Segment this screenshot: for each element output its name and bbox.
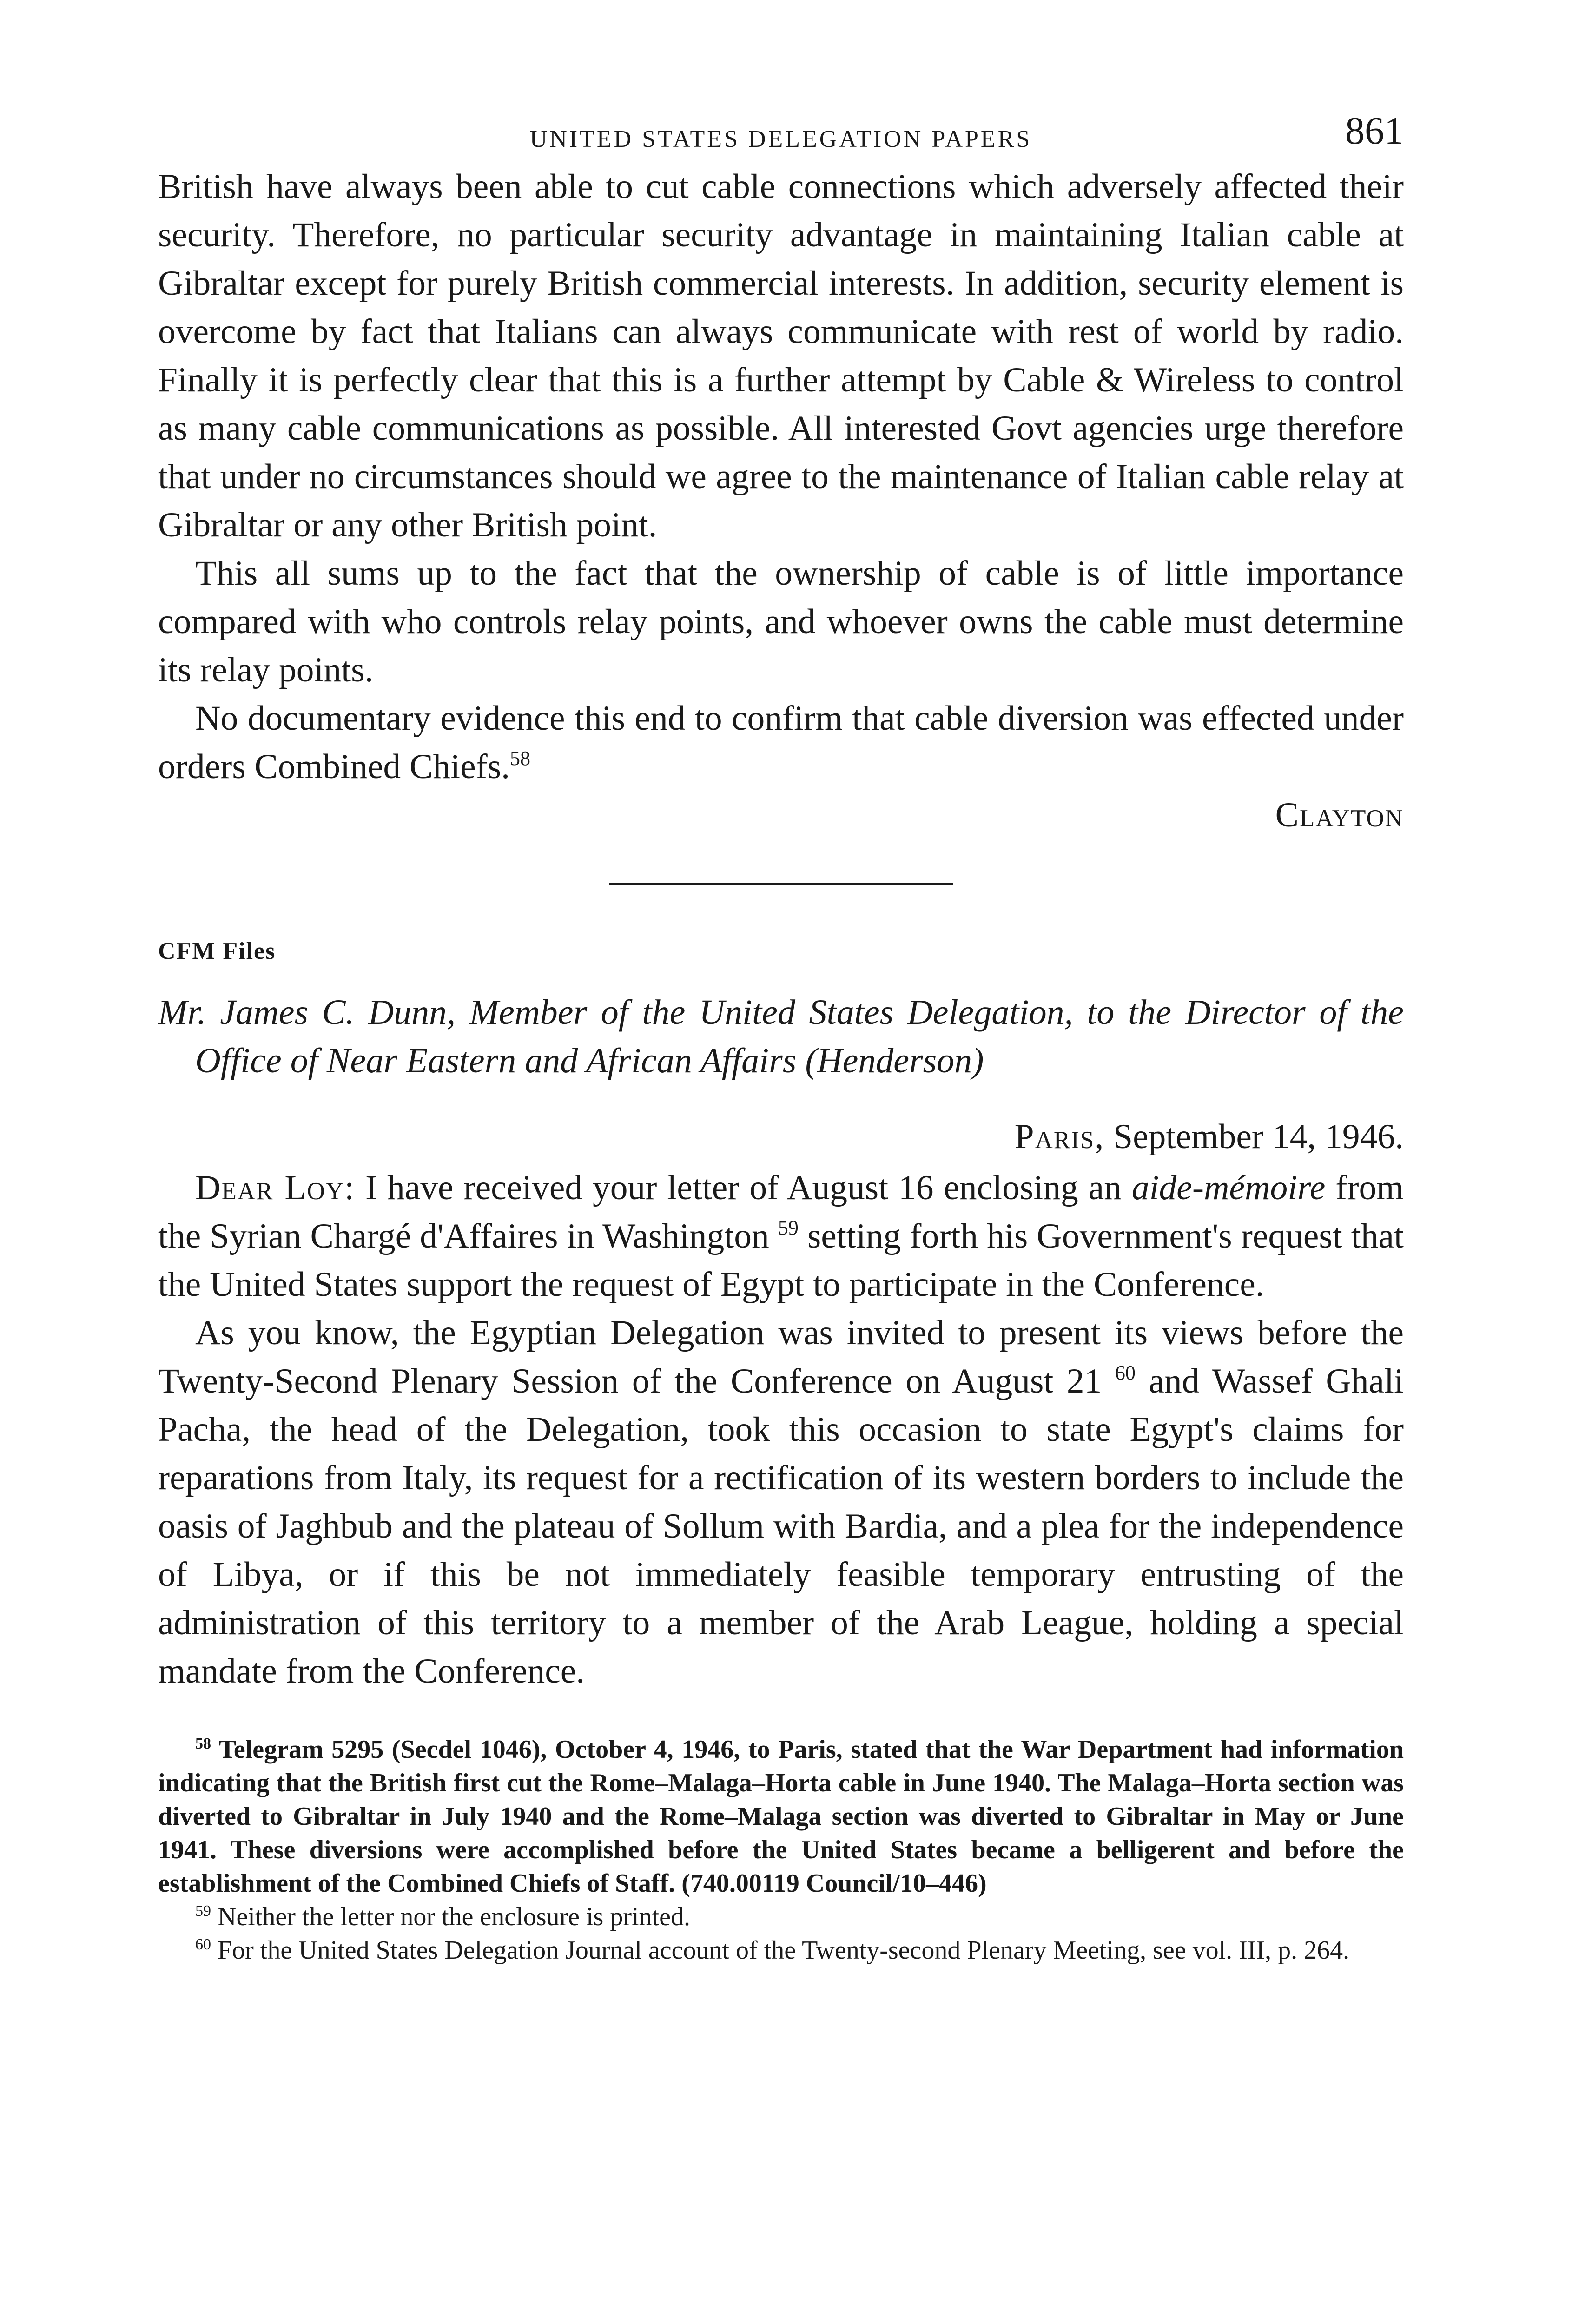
footnote-reference-60: 60 [1115,1361,1136,1384]
telegram-paragraph-text: No documentary evidence this end to confirm that cable diversion was effected under orders Combined Chiefs. [158,699,1404,786]
letter-text: I have received your letter of August 16 enclosing an [365,1169,1122,1207]
letter-paragraph [158,1309,1404,1696]
footnotes [158,1733,1404,1967]
footnote [158,1733,1404,1900]
footnote-number: 60 [195,1936,211,1953]
footnote-number: 58 [195,1735,211,1752]
salutation: Dear Loy: [195,1169,356,1207]
page-number: 861 [1345,109,1404,152]
footnote-text: For the United States Delegation Journal account of the Twenty-second Plenary Meeting, see vol. III, p. 264. [218,1936,1350,1965]
letter-paragraph [158,1164,1404,1309]
document-page [158,109,1404,1967]
footnote-text: Telegram 5295 (Secdel 1046), October 4, 1946, to Paris, stated that the War Department had information indicating that the British first cut the Rome–Malaga–Horta cable in June 1940. The Malaga–Horta section was diverted to Gibraltar in July 1940 and the Rome–Malaga section was diverted to Gibraltar in May or June 1941. These diversions were accomplished before the United States became a belligerent and before the establishment of the Combined Chiefs of Staff. (740.00119 Council/10–446) [158,1735,1404,1898]
footnote [158,1900,1404,1934]
signature: Clayton [1275,796,1404,834]
letter-text: and Wassef Ghali Pacha, the head of the Delegation, took this occasion to state Egypt's claims for reparations from Italy, its request for a rectification of its western borders to include the oasis of Jaghbub and the plateau of Sollum with Bardia, and a plea for the independence of Libya, or if this be not immediately feasible temporary entrusting of the administration of this territory to a member of the Arab League, holding a special mandate from the Conference. [158,1362,1404,1690]
footnote-number: 59 [195,1902,211,1920]
letter-text: setting forth his Government's request that the United States support the request of Egypt to participate in the Conference. [158,1217,1404,1304]
footnote-text: Neither the letter nor the enclosure is printed. [218,1902,690,1931]
file-tag: CFM Files [158,938,276,964]
dateline-city: Paris, [1014,1117,1105,1156]
letter-italic-term: aide-mémoire [1131,1169,1326,1207]
running-title: UNITED STATES DELEGATION PAPERS [529,126,1032,152]
footnote-reference-59: 59 [778,1216,799,1239]
letter-text: As you know, the Egyptian Delegation was invited to present its views before the Twenty-Second Plenary Session of the Conference on August 21 [158,1314,1404,1400]
running-header [158,109,1404,163]
telegram-paragraph [158,694,1404,791]
footnote-reference-58: 58 [510,747,530,770]
dateline-date: September 14, 1946. [1113,1117,1404,1156]
letter-text: from the Syrian Chargé d'Affaires in Washington [158,1169,1404,1255]
document-heading: Mr. James C. Dunn, Member of the United States Delegation, to the Director of the Office of Near Eastern and African Affairs (Henderson) [158,993,1404,1080]
section-divider [609,883,953,885]
dateline [158,1113,1404,1161]
footnote [158,1934,1404,1967]
telegram-paragraph: This all sums up to the fact that the ownership of cable is of little importance compared with who controls relay points, and whoever owns the cable must determine its relay points. [158,554,1404,689]
telegram-paragraph: British have always been able to cut cable connections which adversely affected their security. Therefore, no particular security advantage in maintaining Italian cable at Gibraltar except for purely British commercial interests. In addition, security element is overcome by fact that Italians can always communicate with rest of world by radio. Finally it is perfectly clear that this is a further attempt by Cable & Wireless to control as many cable communications as possible. All interested Govt agencies urge therefore that under no circumstances should we agree to the maintenance of Italian cable relay at Gibraltar or any other British point. [158,167,1404,544]
